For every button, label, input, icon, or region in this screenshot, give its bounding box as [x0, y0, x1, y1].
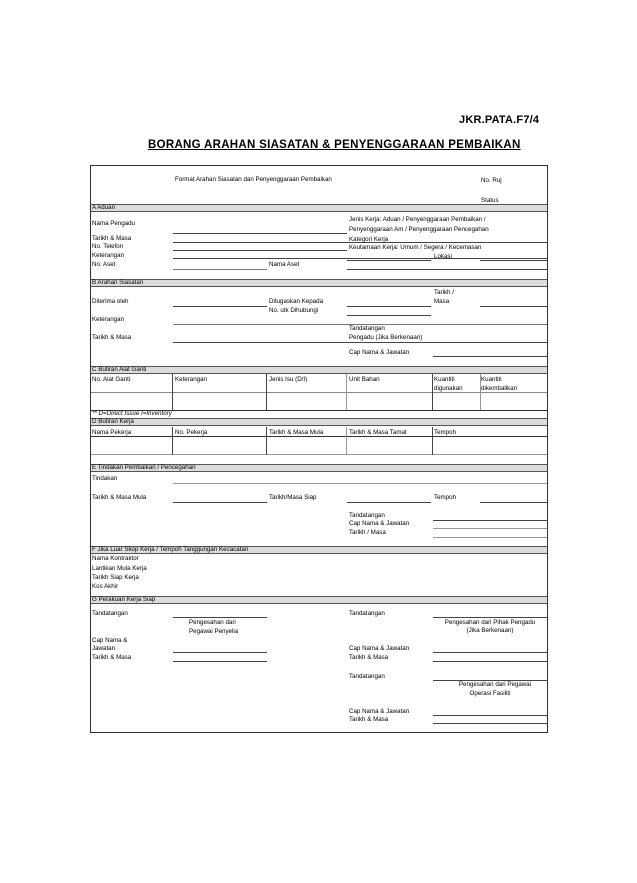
field-tarikh-masa-pengadu[interactable]	[433, 661, 547, 662]
label-tindakan: Tindakan	[92, 475, 118, 482]
field-tarikh-masa-operasi[interactable]	[433, 723, 547, 724]
section-c-heading: C Butiran Alat Ganti	[92, 366, 147, 373]
col-kuantiti-digunakan-1: Kuantiti	[434, 376, 455, 383]
section-c-footnote: ** D=Direct Issue I=Inventory	[92, 410, 172, 417]
label-tarikh-masa-pengadu: Tarikh & Masa	[349, 654, 389, 661]
label-pengesahan-operasi-1: Pengesahan dari Pegawai	[458, 681, 532, 688]
field-tarikh-masa-siap[interactable]	[347, 502, 431, 503]
col-jenis-isu: Jenis Isu (D/I)	[269, 376, 308, 383]
section-c-header	[91, 366, 547, 374]
label-cap-nama-jawatan-b: Cap Nama & Jawatan	[349, 349, 410, 356]
label-kategori-kerja: Kategori Kerja	[349, 236, 389, 243]
label-no-aset: No. Aset	[92, 261, 116, 268]
section-g-header	[91, 596, 547, 604]
section-e-heading: E Tindakan Pembaikan / Pencegahan	[92, 464, 196, 471]
label-pengesahan-pegawai-2: Pegawai Penyelia	[189, 628, 239, 635]
label-tarikh-masa-g: Tarikh & Masa	[92, 654, 132, 661]
label-no-telefon: No. Telefon	[92, 243, 124, 250]
form-subtitle: Format Arahan Siasatan dan Penyenggaraan Pembaikan	[175, 176, 332, 183]
field-nama-pengadu[interactable]	[173, 233, 347, 234]
field-tindakan[interactable]	[173, 483, 547, 484]
label-tandatangan-g: Tandatangan	[92, 610, 128, 617]
field-no-utk-dihubungi[interactable]	[347, 315, 431, 316]
field-tandatangan-g[interactable]	[173, 617, 267, 618]
label-cap-nama-jawatan-pengadu: Cap Nama & Jawatan	[349, 645, 410, 652]
form-code: JKR.PATA.F7/4	[459, 114, 540, 126]
label-kos-akhir: Kos Akhir	[92, 583, 119, 590]
label-nama-kontraktor: Nama Kontraktor	[92, 555, 139, 562]
label-tarikh: Tarikh /	[434, 289, 454, 296]
label-keutamaan-kerja: Keutamaan Kerja: Umum / Segera / Kecemasan	[349, 244, 482, 251]
label-masa: Masa	[434, 298, 450, 305]
label-tarikh-masa-mula: Tarikh & Masa Mula	[92, 494, 147, 501]
label-tarikh-masa-e: Tarikh / Masa	[349, 529, 386, 536]
col-nama-pekerja: Nama Pekerja	[92, 429, 132, 436]
label-cap-nama-jawatan-operasi: Cap Nama & Jawatan	[349, 708, 410, 715]
label-pengesahan-pegawai-1: Pengesahan dari	[189, 619, 236, 626]
field-cap-nama-jawatan-e[interactable]	[433, 528, 547, 529]
no-ruj-label: No. Ruj	[481, 177, 502, 184]
field-cap-nama-g[interactable]	[173, 652, 267, 653]
col-no-alat-ganti: No. Alat Ganti	[92, 376, 131, 383]
col-tarikh-masa-tamat: Tarikh & Masa Tamat	[349, 429, 407, 436]
field-lokasi-left[interactable]	[347, 260, 431, 261]
field-tandatangan-pengadu[interactable]	[433, 617, 547, 618]
field-tarikh-masa-b-line[interactable]	[173, 342, 547, 343]
col-unit-bahan: Unit Bahan	[349, 376, 380, 383]
section-d-heading: D Butiran Kerja	[92, 418, 134, 425]
label-keterangan: Keterangan	[92, 252, 124, 259]
section-a-heading: A Aduan	[92, 204, 116, 211]
label-cap-nama-g-1: Cap Nama &	[92, 637, 128, 644]
field-tarikh-masa-mula[interactable]	[173, 502, 267, 503]
label-jenis-kerja-2: Penyenggaraan Am / Penyenggaraan Pencegahan	[349, 226, 489, 233]
section-b-heading: B Arahan Siasatan	[92, 279, 144, 286]
label-jenis-kerja-1: Jenis Kerja: Aduan / Penyenggaraan Pembaikan /	[349, 216, 486, 223]
col-no-pekerja: No. Pekerja	[175, 429, 208, 436]
label-tempoh-e: Tempoh	[434, 494, 457, 501]
status-label: Status	[481, 197, 499, 204]
field-nama-aset[interactable]	[347, 269, 547, 270]
field-cap-nama-jawatan-pengadu[interactable]	[433, 652, 547, 653]
label-tarikh-masa-operasi: Tarikh & Masa	[349, 716, 389, 723]
label-ditugaskan-kepada: Ditugaskan Kepada	[269, 298, 324, 305]
label-keterangan-b: Keterangan	[92, 316, 124, 323]
label-cap-nama-g-2: Jawatan	[92, 645, 116, 652]
label-cap-nama-jawatan-e: Cap Nama & Jawatan	[349, 520, 410, 527]
section-e-header	[91, 464, 547, 472]
label-pengesahan-pengadu-1: Pengesahan dari Pihak Pengadu	[444, 619, 536, 626]
field-keterangan[interactable]	[173, 258, 547, 259]
label-diterima-oleh: Diterima oleh	[92, 298, 129, 305]
label-pengesahan-operasi-2: Operasi Fasiliti	[469, 690, 511, 697]
label-tandatangan-pengadu: Tandatangan	[349, 610, 385, 617]
field-tempoh-e[interactable]	[480, 502, 547, 503]
label-tandatangan-b: Tandatangan	[349, 325, 385, 332]
col-tarikh-masa-mula: Tarikh & Masa Mula	[269, 429, 324, 436]
col-kuantiti-digunakan-2: digunakan	[434, 385, 463, 392]
field-tarikh-masa-b[interactable]	[480, 306, 547, 307]
field-tarikh-masa-g[interactable]	[173, 661, 267, 662]
label-tarikh-masa-b: Tarikh & Masa	[92, 334, 132, 341]
label-tarikh-masa-siap: Tarikh/Masa Siap	[269, 494, 317, 501]
label-lokasi: Lokasi	[434, 253, 452, 260]
label-no-utk-dihubungi: No. utk Dihubungi	[269, 307, 319, 314]
field-no-aset[interactable]	[173, 269, 267, 270]
section-f-heading: F Jika Luar Skop Kerja / Tempoh Tanggungan Kecacatan	[92, 546, 249, 553]
label-pengadu-jika: Pengadu (Jika Berkenaan)	[349, 334, 423, 341]
col-kuantiti-dikembalikan-2: dikembalikan	[481, 385, 518, 392]
section-d-header	[91, 418, 547, 426]
section-f-header	[91, 546, 547, 554]
field-lokasi[interactable]	[480, 260, 547, 261]
field-cap-nama-jawatan-b[interactable]	[433, 356, 547, 357]
page-title: BORANG ARAHAN SIASATAN & PENYENGGARAAN PEMBAIKAN	[148, 139, 521, 151]
label-nama-pengadu: Nama Pengadu	[92, 220, 135, 227]
field-diterima-oleh[interactable]	[173, 306, 267, 307]
label-nama-aset: Nama Aset	[269, 261, 300, 268]
label-tarikh-siap-kerja: Tarikh Siap Kerja	[92, 574, 139, 581]
field-cap-nama-jawatan-operasi[interactable]	[433, 715, 547, 716]
col-keterangan: Keterangan	[175, 376, 207, 383]
col-tempoh: Tempoh	[434, 429, 457, 436]
field-tarikh-masa-e[interactable]	[433, 537, 547, 538]
section-b-header	[91, 279, 547, 287]
label-tarikh-masa: Tarikh & Masa	[92, 235, 132, 242]
label-lantikan-mula-kerja: Lantikan Mula Kerja	[92, 565, 147, 572]
field-tandatangan-e[interactable]	[433, 520, 547, 521]
label-tandatangan-e: Tandatangan	[349, 512, 385, 519]
section-g-heading: G Perakuan Kerja Siap	[92, 596, 156, 603]
field-ditugaskan-kepada[interactable]	[347, 306, 431, 307]
field-no-telefon[interactable]	[173, 250, 347, 251]
col-kuantiti-dikembalikan-1: Kuantiti	[481, 376, 502, 383]
label-tandatangan-operasi: Tandatangan	[349, 673, 385, 680]
section-a-header	[91, 204, 547, 212]
label-pengesahan-pengadu-2: (Jika Berkenaan)	[466, 627, 514, 634]
